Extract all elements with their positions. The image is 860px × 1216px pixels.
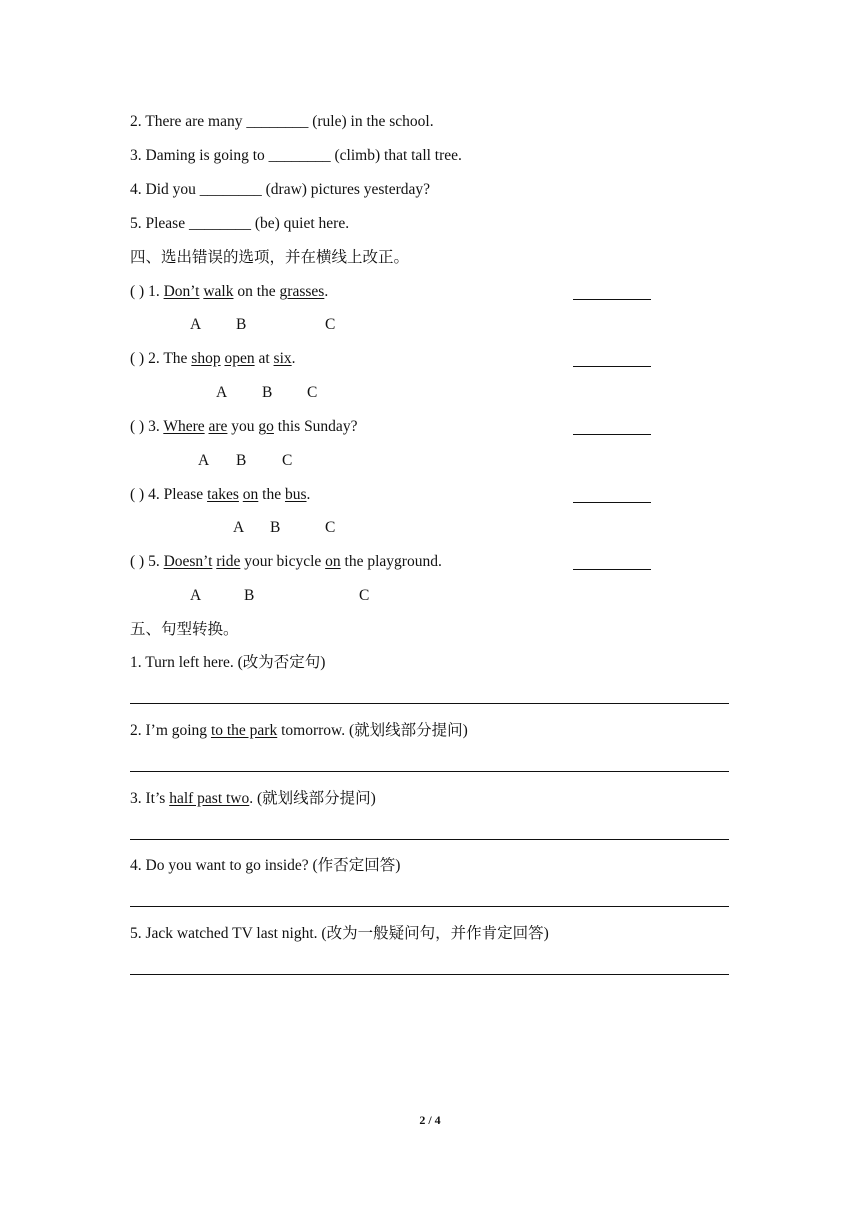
fill-item: 4. Did you ________ (draw) pictures yesterday? (130, 181, 431, 198)
sentence-text: Do you want to go inside? (作否定回答) (145, 857, 401, 874)
correction-line[interactable] (573, 299, 651, 300)
underlined-word: half past two (169, 790, 250, 807)
transform-item: 2. I’m going to the park tomorrow. (就划线部分提问) (130, 722, 468, 739)
sentence-text: this Sunday? (273, 418, 358, 435)
sentence-text: Please (163, 486, 208, 503)
sentence-text: the (258, 486, 285, 503)
sentence-text: . (291, 350, 296, 367)
underlined-word: bus (284, 486, 307, 503)
underlined-word: Where (163, 418, 205, 435)
underlined-word: Don’t (163, 283, 200, 300)
option-letter: B (236, 452, 247, 469)
sentence-text: Turn left here. (改为否定句) (145, 654, 326, 671)
transform-item: 5. Jack watched TV last night. (改为一般疑问句，并作肯定回答) (130, 925, 549, 942)
option-letter: A (198, 452, 210, 469)
option-letter: A (216, 384, 228, 401)
option-letter: A (190, 316, 202, 333)
sentence (146, 722, 468, 739)
fill-item: 2. There are many ________ (rule) in the school. (130, 113, 434, 130)
underlined-word: on (325, 553, 341, 570)
answer-paren[interactable]: ( ) (130, 486, 145, 503)
underlined-word: to the park (210, 722, 278, 739)
error-item: ( ) 2. The shop open at six. (130, 350, 296, 367)
underlined-word: are (208, 418, 228, 435)
transform-item: 4. Do you want to go inside? (作否定回答) (130, 857, 401, 874)
answer-paren[interactable]: ( ) (130, 553, 145, 570)
underlined-word: walk (203, 283, 234, 300)
sentence (164, 553, 442, 570)
sentence (164, 486, 311, 503)
option-letter: C (359, 587, 370, 604)
underlined-word: go (258, 418, 274, 435)
sentence-text: . (就划线部分提问) (249, 790, 376, 807)
option-letter: B (236, 316, 247, 333)
answer-blank[interactable]: ________ (268, 147, 331, 164)
sentence-text: at (254, 350, 274, 367)
sentence-text: your bicycle (240, 553, 326, 570)
sentence-text: Jack watched TV last night. (改为一般疑问句，并作肯定回答) (145, 925, 549, 942)
answer-paren[interactable]: ( ) (130, 418, 145, 435)
correction-line[interactable] (573, 569, 651, 570)
underlined-word: six (273, 350, 292, 367)
correction-line[interactable] (573, 434, 651, 435)
option-letter: C (307, 384, 318, 401)
sentence (145, 654, 325, 671)
answer-line[interactable] (130, 703, 729, 704)
option-letter: A (190, 587, 202, 604)
sentence-text: . (324, 283, 329, 300)
error-item: ( ) 1. Don’t walk on the grasses. (130, 283, 329, 300)
section-heading: 四、选出错误的选项，并在横线上改正。 (130, 249, 410, 266)
sentence (164, 283, 329, 300)
sentence-text: . (306, 486, 311, 503)
sentence (146, 790, 376, 807)
underlined-word: takes (207, 486, 239, 503)
sentence-text: you (227, 418, 259, 435)
transform-item: 3. It’s half past two. (就划线部分提问) (130, 790, 376, 807)
sentence-text: the playground. (340, 553, 442, 570)
answer-line[interactable] (130, 839, 729, 840)
underlined-word: shop (191, 350, 221, 367)
error-item: ( ) 5. Doesn’t ride your bicycle on the playground. (130, 553, 442, 570)
underlined-word: grasses (279, 283, 325, 300)
sentence (163, 418, 357, 435)
underlined-word: ride (216, 553, 241, 570)
option-letter: A (233, 519, 245, 536)
error-item: ( ) 4. Please takes on the bus. (130, 486, 311, 503)
option-letter: C (325, 519, 336, 536)
sentence (146, 857, 401, 874)
answer-blank[interactable]: ________ (199, 181, 262, 198)
underlined-word: open (224, 350, 255, 367)
answer-paren[interactable]: ( ) (130, 350, 145, 367)
sentence-text: tomorrow. (就划线部分提问) (277, 722, 468, 739)
option-letter: B (262, 384, 273, 401)
answer-line[interactable] (130, 974, 729, 975)
error-item: ( ) 3. Where are you go this Sunday? (130, 418, 358, 435)
transform-item: 1. Turn left here. (改为否定句) (130, 654, 326, 671)
answer-blank[interactable]: ________ (246, 113, 309, 130)
sentence-text: I’m going (145, 722, 211, 739)
underlined-word: on (242, 486, 259, 503)
page-number: 2 / 4 (419, 1113, 441, 1127)
sentence-text: It’s (145, 790, 170, 807)
option-letter: C (325, 316, 336, 333)
sentence (163, 350, 295, 367)
sentence-text: The (163, 350, 192, 367)
correction-line[interactable] (573, 366, 651, 367)
sentence (146, 925, 549, 942)
sentence-text: on the (233, 283, 280, 300)
fill-item: 5. Please ________ (be) quiet here. (130, 215, 350, 232)
answer-paren[interactable]: ( ) (130, 283, 145, 300)
underlined-word: Doesn’t (163, 553, 213, 570)
answer-line[interactable] (130, 771, 729, 772)
answer-blank[interactable]: ________ (188, 215, 251, 232)
section-heading: 五、句型转换。 (130, 621, 239, 638)
correction-line[interactable] (573, 502, 651, 503)
option-letter: B (244, 587, 255, 604)
option-letter: C (282, 452, 293, 469)
answer-line[interactable] (130, 906, 729, 907)
option-letter: B (270, 519, 281, 536)
fill-item: 3. Daming is going to ________ (climb) that tall tree. (130, 147, 462, 164)
